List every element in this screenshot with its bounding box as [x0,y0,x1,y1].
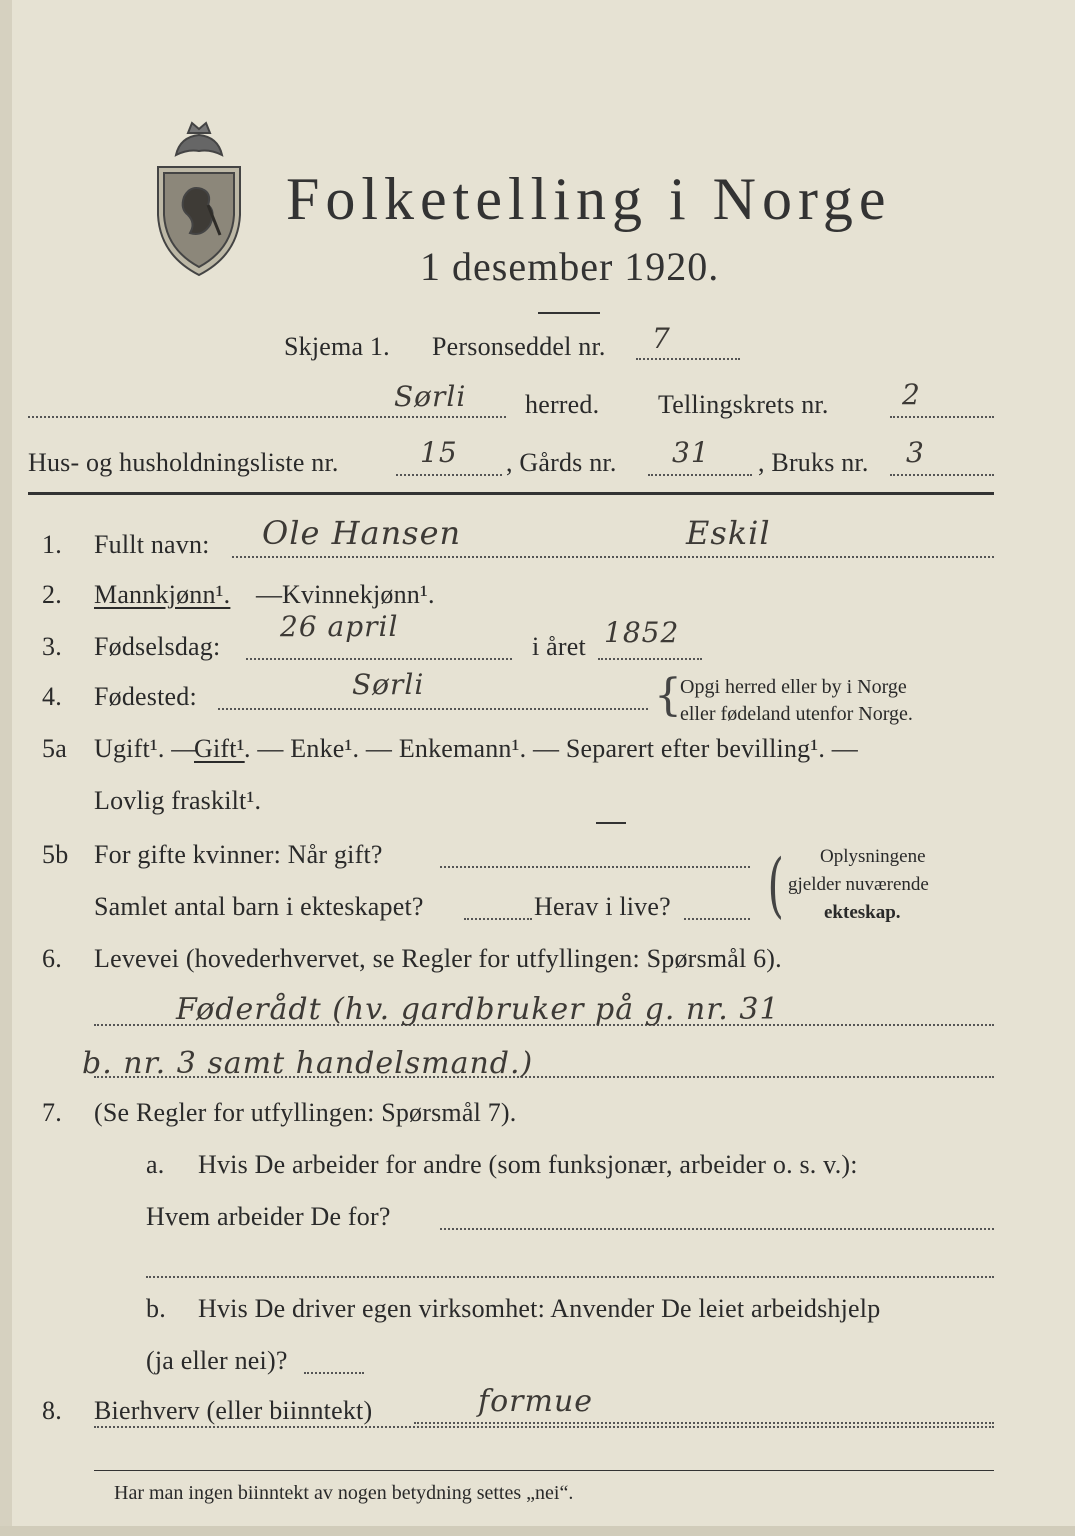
tellingskrets-value[interactable]: 2 [902,378,921,411]
q7a-letter: a. [146,1150,165,1179]
bruks-line [890,474,994,476]
bruks-label: , Bruks nr. [758,448,869,477]
q7b-yes-no-line [304,1372,364,1374]
q6-answer-text2[interactable]: b. nr. 3 samt handelsmand.) [82,1046,534,1081]
q1-surname[interactable]: Eskil [686,514,771,552]
paper-bottom-edge [0,1526,1075,1536]
q5a-divorced-option[interactable]: Lovlig fraskilt¹. [94,786,262,815]
q3-year-label: i året [532,632,586,661]
hus-line [396,474,502,476]
q4-label: Fødested: [94,682,197,711]
q3-day-value[interactable]: 26 april [280,610,399,643]
q1-number: 1. [42,530,62,559]
q7-label: (Se Regler for utfyllingen: Spørsmål 7). [94,1098,517,1127]
q8-label: Bierhverv (eller biinntekt) [94,1396,373,1425]
q3-label: Fødselsdag: [94,632,221,661]
q7b-question: Hvis De driver egen virksomhet: Anvender De leiet arbeidshjelp [198,1294,881,1323]
paper-edge-shadow [0,0,12,1536]
q6-answer-text1[interactable]: Føderådt (hv. gardbruker på g. nr. 31 [176,992,780,1027]
q1-label: Fullt navn: [94,530,210,559]
q4-value[interactable]: Sørli [352,668,425,701]
q4-note-brace: { [654,670,682,721]
q4-number: 4. [42,682,62,711]
personseddel-label: Personseddel nr. [432,332,606,361]
q5b-number: 5b [42,840,69,869]
q5a-married-option[interactable]: Gift¹ [194,734,245,763]
q5b-married-when-label: For gifte kvinner: Når gift? [94,840,383,869]
q4-note-line2: eller fødeland utenfor Norge. [680,703,913,725]
bruks-value[interactable]: 3 [906,436,925,469]
q7a-employer-label: Hvem arbeider De for? [146,1202,391,1231]
footer-note: Har man ingen biinntekt av nogen betydning settes „nei“. [114,1482,574,1504]
q1-first-names[interactable]: Ole Hansen [262,514,462,552]
q7-number: 7. [42,1098,62,1127]
personseddel-value[interactable]: 7 [652,322,671,355]
q5b-note-line3: ekteskap. [824,902,901,923]
q7a-question: Hvis De arbeider for andre (som funksjonær, arbeider o. s. v.): [198,1150,858,1179]
stray-mark [596,822,626,824]
skjema-label: Skjema 1. [284,332,390,361]
q7b-letter: b. [146,1294,166,1323]
q8-extra-line [94,1426,994,1428]
herred-label: herred. [525,390,600,419]
q3-year-value[interactable]: 1852 [604,616,680,649]
q2-male-option[interactable]: Mannkjønn¹. [94,580,231,609]
footer-separator [94,1470,994,1471]
q6-label: Levevei (hovederhvervet, se Regler for utfyllingen: Spørsmål 6). [94,944,782,973]
q5b-note-bracket: ( [767,844,784,926]
tellingskrets-line [890,416,994,418]
q4-line [218,708,648,710]
q7b-yes-no-label: (ja eller nei)? [146,1346,288,1375]
q5a-other-options[interactable]: . — Enke¹. — Enkemann¹. — Separert efter bevilling¹. — [244,734,858,763]
census-date: 1 desember 1920. [420,244,720,289]
q8-number: 8. [42,1396,62,1425]
q5b-alive-line [684,918,750,920]
gards-label: , Gårds nr. [506,448,617,477]
header-separator [28,492,994,495]
coat-of-arms-icon [150,115,248,280]
hus-value[interactable]: 15 [420,436,458,469]
q7a-employer-line [440,1228,994,1230]
form-title: Folketelling i Norge [286,166,892,232]
q8-value[interactable]: formue [478,1384,594,1419]
q5b-married-when-line [440,866,750,868]
q2-separator: — [256,580,283,609]
q3-day-line [246,658,512,660]
q5b-note-line2: gjelder nuværende [788,874,929,895]
q8-line [414,1422,994,1424]
q5b-note-line1: Oplysningene [820,846,926,867]
gards-value[interactable]: 31 [672,436,710,469]
q5a-number: 5a [42,734,67,763]
q3-year-line [598,658,702,660]
q5b-alive-label: Herav i live? [534,892,671,921]
q2-number: 2. [42,580,62,609]
q6-number: 6. [42,944,62,973]
herred-line [28,416,506,418]
q1-line [232,556,994,558]
q5a-unmarried-option[interactable]: Ugift¹. — [94,734,198,763]
q4-note-line1: Opgi herred eller by i Norge [680,676,907,698]
herred-value[interactable]: Sørli [394,380,467,413]
q5b-children-line [464,918,532,920]
q7a-extra-line [146,1276,994,1278]
q5b-children-label: Samlet antal barn i ekteskapet? [94,892,424,921]
personseddel-line [636,358,740,360]
hus-label: Hus- og husholdningsliste nr. [28,448,339,477]
q3-number: 3. [42,632,62,661]
title-divider [538,312,600,314]
tellingskrets-label: Tellingskrets nr. [658,390,829,419]
q2-female-option[interactable]: Kvinnekjønn¹. [282,580,435,609]
gards-line [648,474,752,476]
